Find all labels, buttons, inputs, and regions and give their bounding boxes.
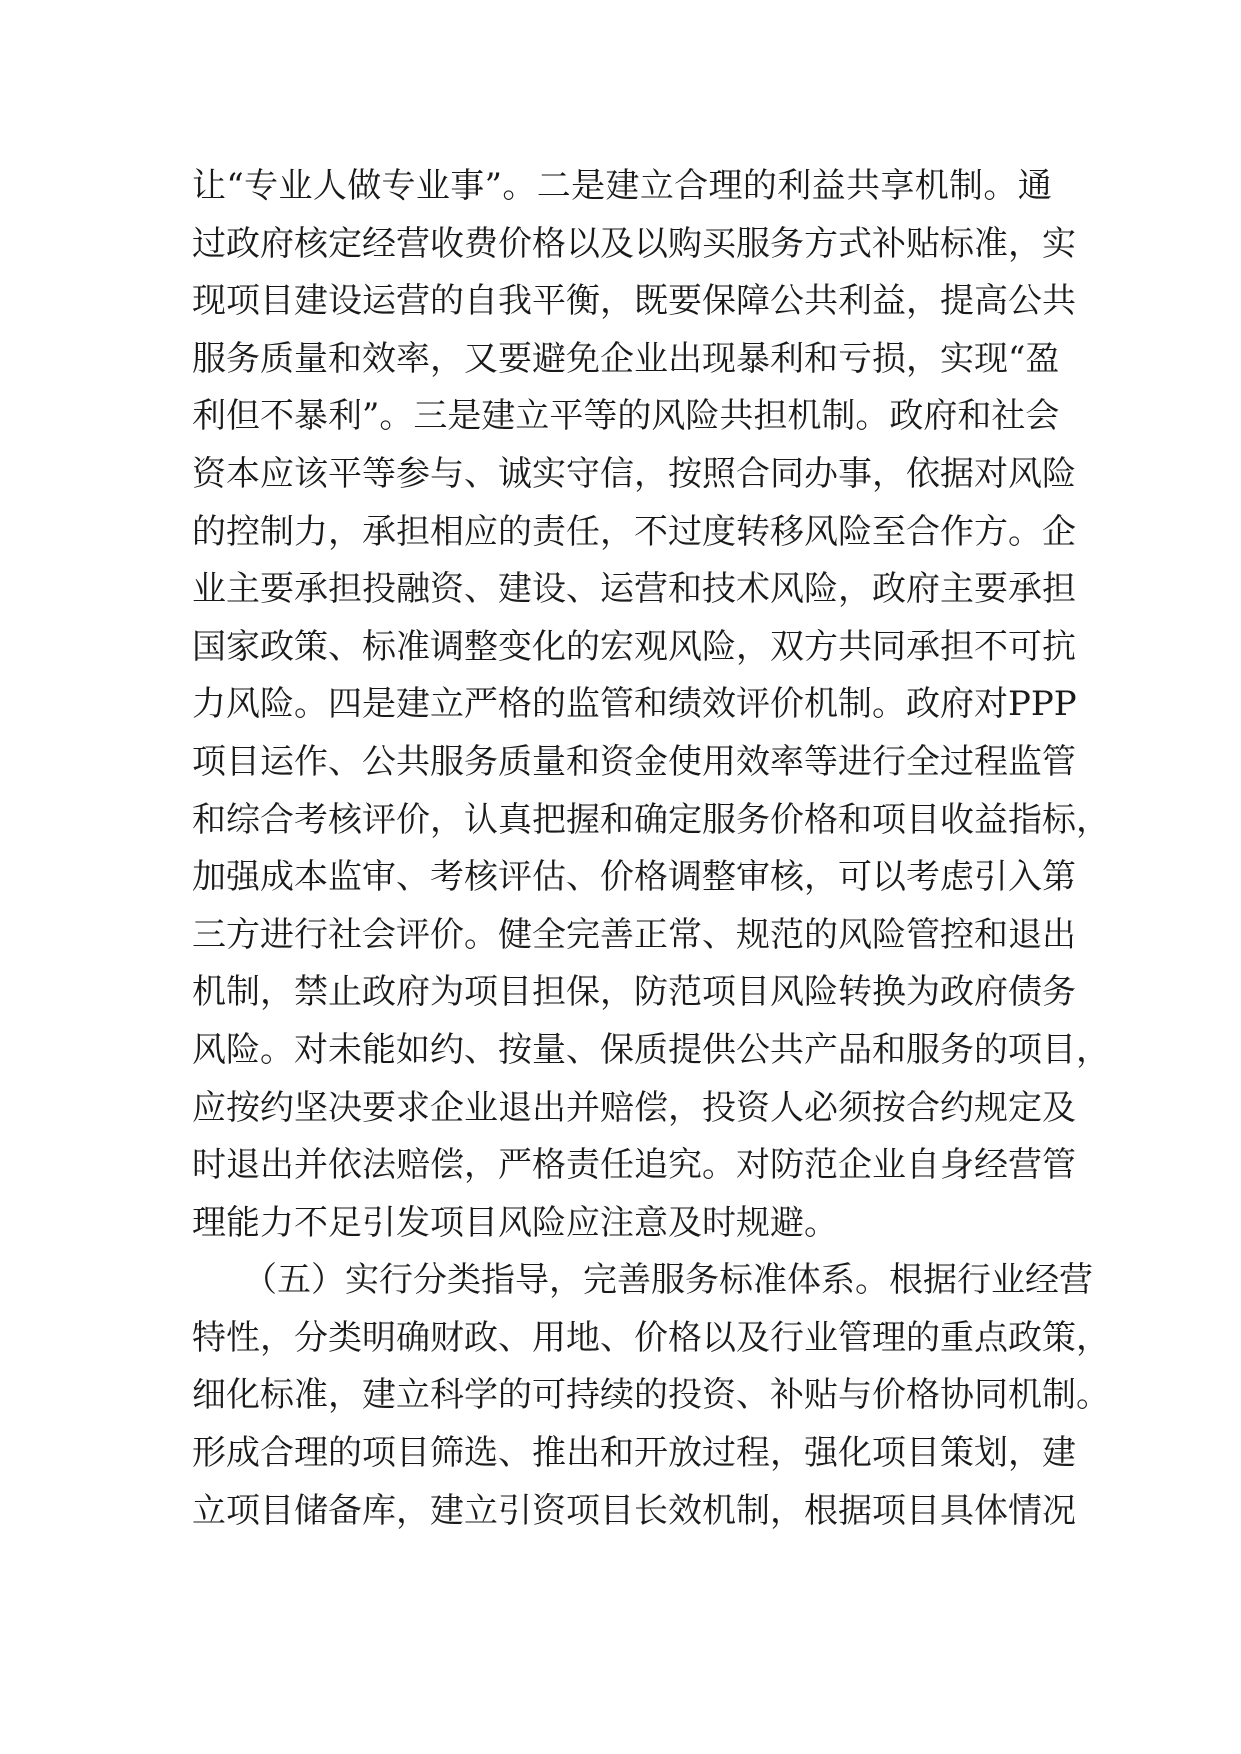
paragraph-2-line: 特 性 ， 分 类 明 确 财 政 、 用 地 、 价 格 以 及 行 业 管 理 的 重 点 政 策 ， [192, 1317, 1110, 1358]
paragraph-1-line: 和 综 合 考 核 评 价 ， 认 真 把 握 和 确 定 服 务 价 格 和 项 目 收 益 指 标 ， [192, 799, 1110, 840]
paragraph-1-line: 项 目 运 作 、 公 共 服 务 质 量 和 资 金 使 用 效 率 等 进 行 全 过 程 监 管 [192, 741, 1076, 782]
paragraph-2-line: 细 化 标 准 ， 建 立 科 学 的 可 持 续 的 投 资 、 补 贴 与 价 格 协 同 机 制 。 [192, 1375, 1110, 1416]
paragraph-1-line: 机 制 ， 禁 止 政 府 为 项 目 担 保 ， 防 范 项 目 风 险 转 换 为 政 府 债 务 [192, 972, 1076, 1013]
paragraph-1-line: 国 家 政 策 、 标 准 调 整 变 化 的 宏 观 风 险 ， 双 方 共 同 承 担 不 可 抗 [192, 626, 1076, 667]
paragraph-2-line: 立 项 目 储 备 库 ， 建 立 引 资 项 目 长 效 机 制 ， 根 据 项 目 具 体 情 况 [192, 1490, 1076, 1531]
paragraph-1-line: 的 控 制 力 ， 承 担 相 应 的 责 任 ， 不 过 度 转 移 风 险 至 合 作 方 。 企 [192, 511, 1076, 552]
paragraph-1-line: 利 但 不 暴 利 ” 。 三 是 建 立 平 等 的 风 险 共 担 机 制 。 政 府 和 社 会 [192, 396, 1060, 437]
paragraph-1-line: 理能力不足引发项目风险应注意及时规避。 [192, 1202, 838, 1243]
paragraph-1-line: 让 “ 专 业 人 做 专 业 事 ” 。 二 是 建 立 合 理 的 利 益 共 享 机 制 。 通 [192, 166, 1052, 206]
paragraph-1-line: 资 本 应 该 平 等 参 与 、 诚 实 守 信 ， 按 照 合 同 办 事 ， 依 据 对 风 险 [192, 453, 1076, 494]
paragraph-1-line: 过 政 府 核 定 经 营 收 费 价 格 以 及 以 购 买 服 务 方 式 补 贴 标 准 ， 实 [192, 223, 1076, 264]
paragraph-1-line: 加 强 成 本 监 审 、 考 核 评 估 、 价 格 调 整 审 核 ， 可 以 考 虑 引 入 第 [192, 857, 1076, 898]
paragraph-1-line: 三 方 进 行 社 会 评 价 。 健 全 完 善 正 常 、 规 范 的 风 险 管 控 和 退 出 [192, 914, 1076, 955]
document-body [192, 158, 1110, 1540]
paragraph-1-line: 应 按 约 坚 决 要 求 企 业 退 出 并 赔 偿 ， 投 资 人 必 须 按 合 约 规 定 及 [192, 1087, 1076, 1128]
paragraph-2-line: 形 成 合 理 的 项 目 筛 选 、 推 出 和 开 放 过 程 ， 强 化 项 目 策 划 ， 建 [192, 1433, 1076, 1474]
paragraph-2-line: （ 五 ） 实 行 分 类 指 导 ， 完 善 服 务 标 准 体 系 。 根 据 行 业 经 营 [243, 1260, 1093, 1301]
paragraph-1-line: 风 险 。 对 未 能 如 约 、 按 量 、 保 质 提 供 公 共 产 品 和 服 务 的 项 目 ， [192, 1029, 1110, 1070]
paragraph-1-line: 力 风 险 。 四 是 建 立 严 格 的 监 管 和 绩 效 评 价 机 制 。 政 府 对 PPP [192, 684, 1077, 725]
paragraph-1-line: 服 务 质 量 和 效 率 ， 又 要 避 免 企 业 出 现 暴 利 和 亏 损 ， 实 现 “ 盈 [192, 338, 1060, 379]
paragraph-1-line: 业 主 要 承 担 投 融 资 、 建 设 、 运 营 和 技 术 风 险 ， 政 府 主 要 承 担 [192, 569, 1076, 610]
paragraph-1-line: 时 退 出 并 依 法 赔 偿 ， 严 格 责 任 追 究 。 对 防 范 企 业 自 身 经 营 管 [192, 1145, 1076, 1186]
paragraph-1-line: 现 项 目 建 设 运 营 的 自 我 平 衡 ， 既 要 保 障 公 共 利 益 ， 提 高 公 共 [192, 281, 1076, 322]
